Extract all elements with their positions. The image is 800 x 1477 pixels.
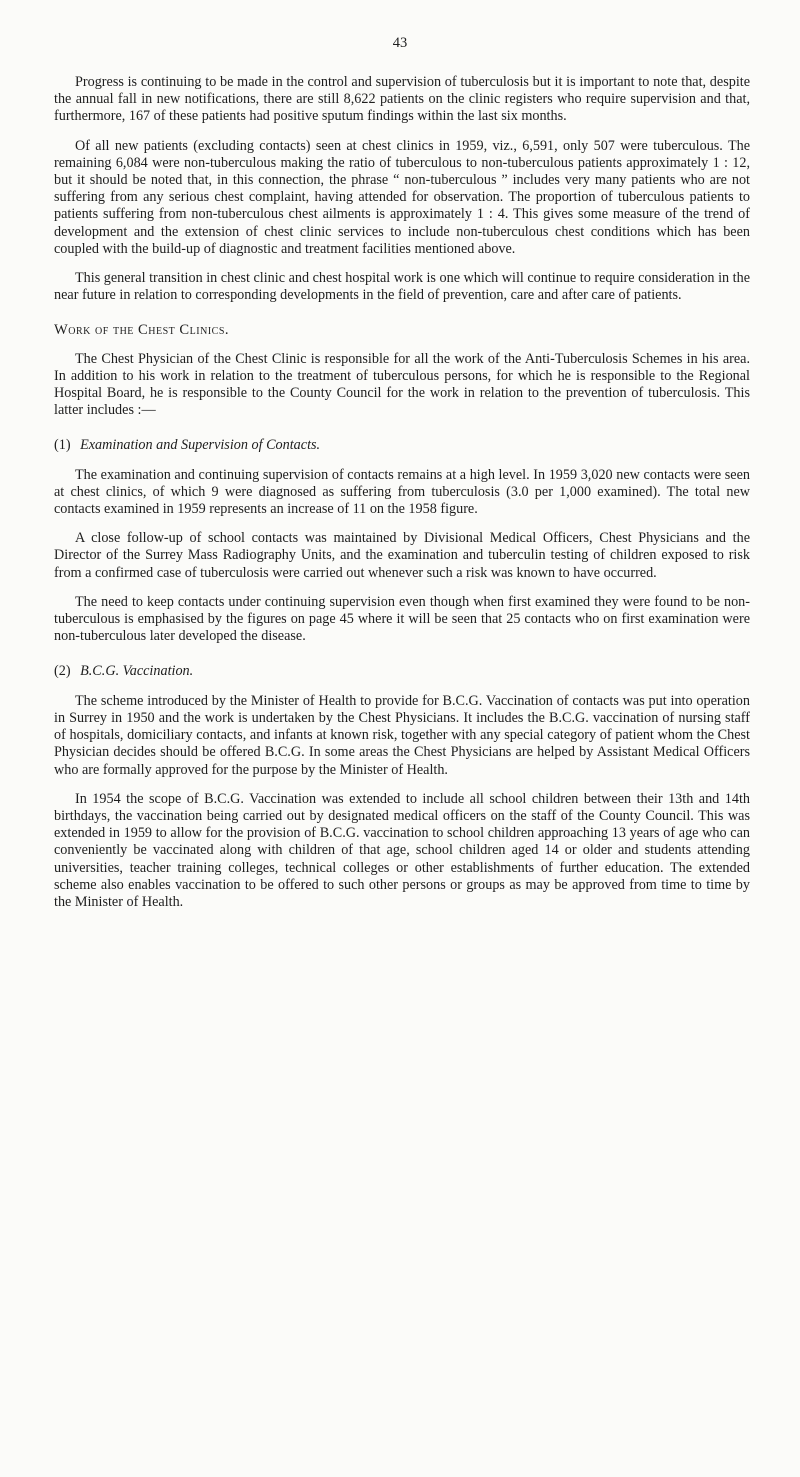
page-number: 43 (392, 35, 408, 51)
subsection-heading-contacts (54, 437, 750, 454)
bcg-paragraph-2: In 1954 the scope of B.C.G. Vaccination was extended to include all school children between their 13th and 14th birthdays, the vaccination being carried out by designated medical officers on the staff of the County Council. This was extended in 1959 to allow for the provision of B.C.G. vaccination to school children approaching 13 years of age who can conveniently be vaccinated along with children of that age, school children aged 14 or older and students attending universities, teacher training colleges, technical colleges or other establishments of further education. The extended scheme also enables vaccination to be offered to such other persons or groups as may be approved from time to time by the Minister of Health. (54, 790, 750, 910)
section-heading-chest-clinics: Work of the Chest Clinics. (54, 322, 230, 339)
subsection-heading-bcg (54, 663, 750, 680)
bcg-paragraph-1: The scheme introduced by the Minister of Health to provide for B.C.G. Vaccination of contacts was put into operation in Surrey in 1950 and the work is undertaken by the Chest Physicians. It includes the B.C.G. vaccination of nursing staff of hospitals, domiciliary contacts, and infants at known risk, together with any special category of patient whom the Chest Physician decides should be offered B.C.G. In some areas the Chest Physicians are helped by Assistant Medical Officers who are formally approved for the purpose by the Minister of Health. (54, 692, 750, 778)
subsection-number: (1) (54, 437, 71, 454)
page-body (54, 74, 750, 923)
contacts-paragraph-1: The examination and continuing supervision of contacts remains at a high level. In 1959 3,020 new contacts were seen at chest clinics, of which 9 were diagnosed as suffering from tuberculosis (3.0 per 1,000 examined). The total new contacts examined in 1959 represents an increase of 11 on the 1958 figure. (54, 466, 750, 518)
subsection-number: (2) (54, 663, 71, 680)
subsection-title: B.C.G. Vaccination. (80, 663, 194, 680)
intro-paragraph-3: This general transition in chest clinic and chest hospital work is one which will continue to require consideration in the near future in relation to corresponding developments in the field of prevention, care and after care of patients. (54, 270, 750, 304)
section-intro-paragraph: The Chest Physician of the Chest Clinic is responsible for all the work of the Anti-Tuberculosis Schemes in his area. In addition to his work in relation to the treatment of tuberculous persons, for which he is responsible to the Regional Hospital Board, he is responsible to the County Council for the work in relation to the prevention of tuberculosis. This latter includes :— (54, 350, 750, 419)
intro-paragraph-2: Of all new patients (excluding contacts) seen at chest clinics in 1959, viz., 6,591, only 507 were tuberculous. The remaining 6,084 were non-tuberculous making the ratio of tuberculous to non-tuberculous patients approximately 1 : 12, but it should be noted that, in this connection, the phrase “ non-tuberculous ” includes very many patients who are not suffering from any serious chest complaint, having attended for observation. The proportion of tuberculous patients to patients suffering from non-tuberculous chest ailments is approximately 1 : 4. This gives some measure of the trend of development and the extension of chest clinic services to include non-tuberculous chest conditions which has been coupled with the build-up of diagnostic and treatment facilities mentioned above. (54, 137, 750, 257)
subsection-title: Examination and Supervision of Contacts. (80, 437, 321, 454)
intro-paragraph-1: Progress is continuing to be made in the control and supervision of tuberculosis but it is important to note that, despite the annual fall in new notifications, there are still 8,622 patients on the clinic registers who require supervision and that, furthermore, 167 of these patients had positive sputum findings within the last six months. (54, 74, 750, 125)
contacts-paragraph-2: A close follow-up of school contacts was maintained by Divisional Medical Officers, Chest Physicians and the Director of the Surrey Mass Radiography Units, and the examination and tuberculin testing of children exposed to risk from a confirmed case of tuberculosis were carried out whenever such a risk was known to have occurred. (54, 530, 750, 581)
contacts-paragraph-3: The need to keep contacts under continuing supervision even though when first examined they were found to be non-tuberculous is emphasised by the figures on page 45 where it will be seen that 25 contacts who on first examination were non-tuberculous later developed the disease. (54, 593, 750, 645)
